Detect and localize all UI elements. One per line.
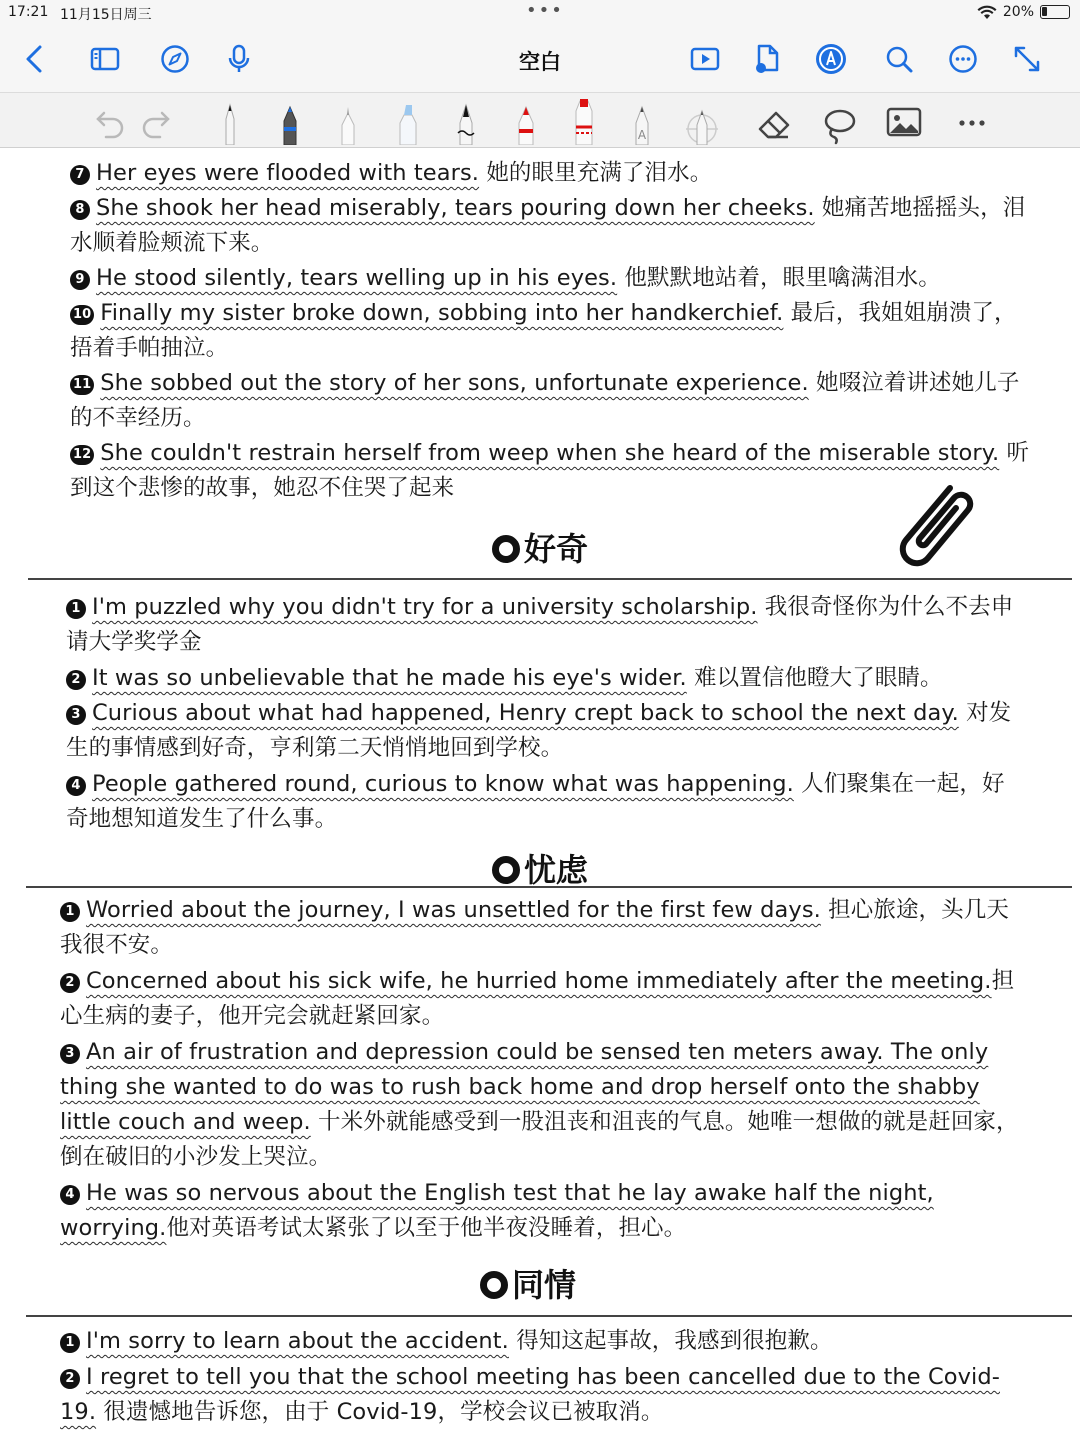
english-sentence: An air of frustration and depression could be sensed ten meters away. The only thing she wanted to do was to rush back home and drop herself onto the shabby little couch and weep.	[60, 1039, 989, 1135]
nav-bar	[0, 26, 1080, 92]
list-item	[70, 366, 1030, 436]
chinese-translation: 最后，我姐姐崩溃了，捂着手帕抽泣。	[70, 300, 1017, 361]
english-sentence: Her eyes were flooded with tears.	[96, 160, 480, 186]
item-number: 11	[70, 375, 94, 395]
chinese-translation: 很遗憾地告诉您，由于 Covid-19，学校会议已被取消。	[96, 1399, 664, 1425]
heading-bullet-icon	[492, 535, 520, 563]
svg-text:A: A	[637, 128, 647, 142]
list-item	[60, 893, 1026, 963]
list-item	[70, 296, 1030, 366]
expand-button[interactable]	[1008, 40, 1046, 78]
list-item	[60, 1176, 1026, 1246]
search-button[interactable]	[880, 40, 918, 78]
chinese-translation: 她啜泣着讲述她儿子的不幸经历。	[70, 370, 1020, 431]
expand-icon	[1011, 43, 1043, 75]
tool-fountain-pen[interactable]	[444, 97, 488, 145]
chinese-translation: 对发生的事情感到好奇，亨利第二天悄悄地回到学校。	[66, 700, 1012, 761]
record-audio-button[interactable]	[220, 40, 258, 78]
pencil-gray-icon	[328, 97, 368, 145]
item-number: 2	[60, 973, 80, 993]
list-item	[70, 436, 1030, 506]
wifi-icon	[977, 5, 997, 20]
chinese-translation: 难以置信他瞪大了眼睛。	[686, 665, 943, 691]
search-icon	[883, 43, 915, 75]
list-item	[70, 191, 1030, 261]
lasso-icon	[818, 99, 858, 147]
list-item	[60, 964, 1026, 1034]
chinese-translation: 他默默地站着，眼里噙满泪水。	[617, 265, 941, 291]
redo-button[interactable]	[136, 101, 180, 149]
english-sentence: She shook her head miserably, tears pouring down her cheeks.	[96, 195, 815, 221]
tool-lasso[interactable]	[816, 99, 860, 147]
marker-red-dashed-icon	[564, 97, 604, 145]
status-bar	[0, 0, 1080, 26]
chinese-translation: 他对英语考试太紧张了以至于他半夜没睡着，担心。	[166, 1215, 687, 1241]
highlighter-blue-icon	[388, 97, 428, 145]
chinese-translation: 担心旅途，头几天我很不安。	[60, 897, 1009, 958]
chinese-translation: 她痛苦地摇摇头，泪水顺着脸颊流下来。	[70, 195, 1026, 256]
chinese-translation: 她的眼里充满了泪水。	[479, 160, 713, 186]
battery-fill	[1042, 7, 1047, 16]
chinese-translation: 十米外就能感受到一股沮丧和沮丧的气息。她唯一想做的就是赶回家，倒在破旧的小沙发上哭泣。	[60, 1109, 1019, 1170]
english-sentence: People gathered round, curious to know what was happening.	[92, 771, 794, 797]
list-item	[70, 156, 1030, 191]
eraser-icon	[754, 99, 794, 147]
compass-icon	[159, 43, 191, 75]
chinese-translation: 担心生病的妻子，他开完会就赶紧回家。	[60, 968, 1015, 1029]
marker-red-icon	[506, 97, 546, 145]
section-title: 忧虑	[523, 851, 588, 889]
tool-pen-blue[interactable]	[268, 97, 312, 145]
sidebar-button[interactable]	[86, 40, 124, 78]
chinese-translation: 我很奇怪你为什么不去申请大学奖学金	[66, 594, 1014, 655]
pen-mode-button[interactable]	[812, 40, 850, 78]
item-number: 2	[66, 670, 86, 690]
heading-bullet-icon	[492, 856, 520, 884]
text-pen-icon	[622, 97, 662, 145]
pencil-black-icon	[210, 97, 250, 145]
microphone-icon	[223, 43, 255, 75]
pen-blue-icon	[270, 97, 310, 145]
item-number: 4	[60, 1185, 80, 1205]
section-divider	[28, 578, 1072, 580]
item-number: 1	[66, 599, 86, 619]
status-date: 11月15日周三	[60, 7, 152, 23]
english-sentence: I'm puzzled why you didn't try for a university scholarship.	[92, 594, 758, 620]
more-button[interactable]	[944, 40, 982, 78]
english-sentence: She sobbed out the story of her sons, unfortunate experience.	[100, 370, 809, 396]
item-number: 1	[60, 902, 80, 922]
list-item	[66, 696, 1026, 766]
paperclip-icon[interactable]	[890, 478, 980, 574]
item-number: 1	[60, 1333, 80, 1353]
undo-icon	[88, 101, 128, 149]
item-number: 4	[66, 776, 86, 796]
item-number: 10	[70, 305, 94, 325]
item-number: 3	[60, 1044, 80, 1064]
more-icon	[947, 43, 979, 75]
section-divider	[26, 1315, 1072, 1317]
list-item	[66, 590, 1026, 660]
tool-eraser[interactable]	[752, 99, 796, 147]
section-heading-sympathy	[0, 1260, 1068, 1306]
fountain-pen-icon	[446, 97, 486, 145]
tool-pencil-gray[interactable]	[326, 97, 370, 145]
section-divider	[26, 886, 1072, 888]
play-icon	[689, 43, 721, 75]
image-icon	[884, 99, 924, 147]
document-icon	[751, 43, 783, 75]
item-number: 7	[70, 165, 90, 185]
tool-marker-red-dashed[interactable]	[562, 97, 606, 145]
item-number: 3	[66, 705, 86, 725]
english-sentence: Worried about the journey, I was unsettled for the first few days.	[86, 897, 821, 923]
list-item	[60, 1324, 1026, 1359]
sidebar-icon	[89, 43, 121, 75]
status-time: 17:21	[8, 4, 49, 20]
document-button[interactable]	[748, 40, 786, 78]
back-button[interactable]	[16, 40, 54, 78]
pen-mode-icon	[815, 43, 847, 75]
english-sentence: She couldn't restrain herself from weep when she heard of the miserable story.	[100, 440, 1000, 466]
english-sentence: Finally my sister broke down, sobbing into her handkerchief.	[100, 300, 784, 326]
item-number: 8	[70, 200, 90, 220]
section-title: 好奇	[523, 530, 588, 568]
list-item	[60, 1035, 1026, 1175]
status-right	[977, 4, 1070, 20]
list-item	[70, 261, 1030, 296]
english-sentence: It was so unbelievable that he made his eye's wider.	[92, 665, 687, 691]
english-sentence: I'm sorry to learn about the accident.	[86, 1328, 509, 1354]
english-sentence: Curious about what had happened, Henry crept back to school the next day.	[92, 700, 959, 726]
chinese-translation: 人们聚集在一起，好奇地想知道发生了什么事。	[66, 771, 1005, 832]
list-item	[66, 661, 1026, 696]
more-tools-icon	[952, 99, 992, 147]
list-item	[66, 767, 1026, 837]
tool-highlighter[interactable]	[386, 97, 430, 145]
shape-pen-icon	[682, 97, 722, 145]
english-sentence: Concerned about his sick wife, he hurried home immediately after the meeting.	[86, 968, 992, 994]
chinese-translation: 得知这起事故，我感到很抱歉。	[508, 1328, 833, 1354]
english-sentence: I regret to tell you that the school meeting has been cancelled due to the Covid-19.	[60, 1364, 1000, 1425]
presentation-button[interactable]	[686, 40, 724, 78]
section-heading-worry	[0, 845, 1080, 891]
tool-shape-pen[interactable]	[680, 97, 724, 145]
tool-image[interactable]	[882, 99, 926, 147]
battery-percent: 20%	[1002, 4, 1034, 20]
tool-marker-red[interactable]	[504, 97, 548, 145]
tool-more[interactable]	[950, 99, 994, 147]
back-chevron-icon	[19, 43, 51, 75]
navigate-button[interactable]	[156, 40, 194, 78]
english-sentence: He stood silently, tears welling up in his eyes.	[96, 265, 618, 291]
section-title: 同情	[511, 1266, 576, 1304]
item-number: 12	[70, 445, 94, 465]
list-item	[60, 1360, 1026, 1430]
heading-bullet-icon	[480, 1271, 508, 1299]
tool-pencil-black[interactable]	[208, 97, 252, 145]
drawing-toolbar	[0, 92, 1080, 148]
english-sentence: He was so nervous about the English test that he lay awake half the night, worrying.	[60, 1180, 934, 1241]
chinese-translation: 听到这个悲惨的故事，她忍不住哭了起来	[70, 440, 1030, 501]
document-title[interactable]: 空白	[519, 50, 561, 74]
note-canvas[interactable]	[0, 148, 1080, 1440]
multitask-dots-icon[interactable]: •••	[526, 0, 564, 21]
battery-icon	[1040, 5, 1070, 19]
item-number: 9	[70, 270, 90, 290]
redo-icon	[138, 101, 178, 149]
undo-button[interactable]	[86, 101, 130, 149]
item-number: 2	[60, 1369, 80, 1389]
tool-text-pen[interactable]	[620, 97, 664, 145]
